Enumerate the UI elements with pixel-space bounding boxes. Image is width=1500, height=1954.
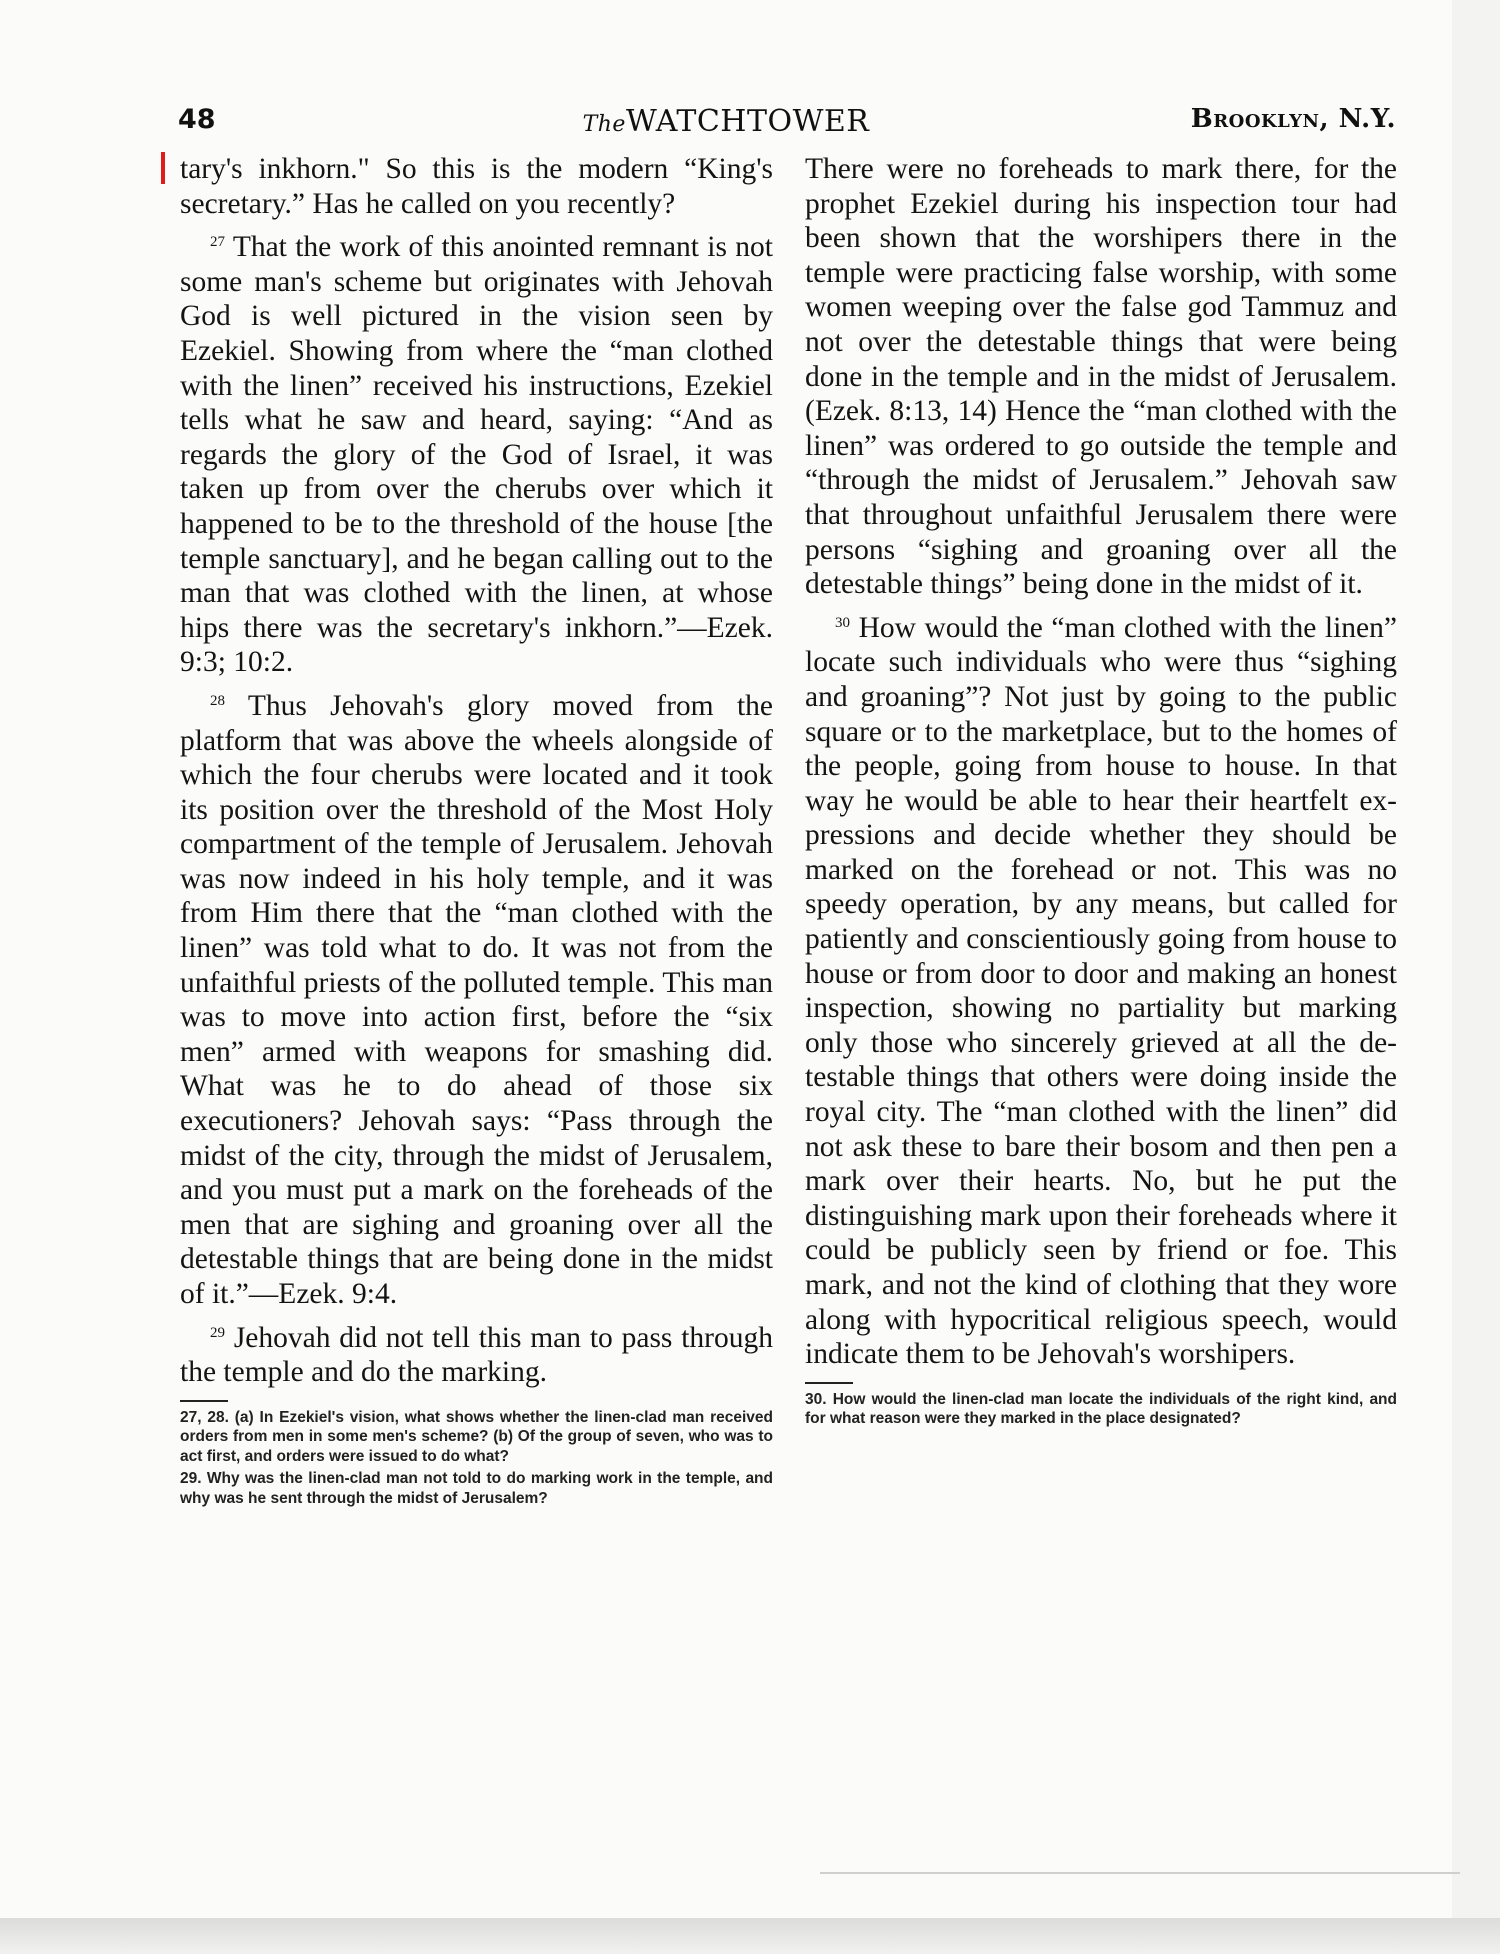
study-question: 30. How would the linen-clad man locate the individuals of the right kind, and for what reason were they marked in the place designated?	[805, 1390, 1397, 1428]
paragraph-continued: There were no foreheads to mark there, for the prophet Ezekiel during his inspection tour had been shown that the worshipers there in the temple were practicing false worship, with some women weeping over the false god Tammuz and not over the detestable things that were being done in the temple and in the midst of Jerusalem. (Ezek. 8:13, 14) Hence the “man clothed with the linen” was ordered to go outside the temple and “through the midst of Jerusalem.” Jehovah saw that throughout unfaithful Jerusalem there were persons “sighing and groaning over all the detestable things” being done in the midst of it.	[805, 153, 1397, 601]
study-question: 29. Why was the linen-clad man not told to do marking work in the temple, and why was he sent through the midst of Jerusalem?	[180, 1470, 773, 1507]
page-number: 48	[178, 104, 216, 135]
paragraph-29	[180, 1316, 773, 1390]
footnote-divider	[805, 1382, 853, 1384]
scan-shadow-line	[820, 1872, 1460, 1874]
left-column	[180, 152, 773, 1511]
scan-edge-bottom	[0, 1918, 1500, 1954]
paragraph-number: 27	[210, 234, 225, 251]
paragraph-27	[180, 225, 773, 680]
paragraph-continued: tary's inkhorn." So this is the modern “King's secretary.” Has he called on you recently?	[180, 153, 773, 220]
paragraph-text: Jehovah did not tell this man to pass through the temple and do the marking.	[180, 1321, 773, 1389]
masthead-the: The	[582, 112, 626, 137]
paragraph-text: How would the “man clothed with the linen” locate such individuals who were thus “sighing and groaning”? Not just by going to the public square or to the marketplace, but to the homes of the people, going from house to house. In that way he would be able to hear their heartfelt expressions and decide whether they should be marked on the forehead or not. This was no speedy operation, by any means, but called for patiently and conscientiously going from house to house or from door to door and making an honest inspection, showing no partiality but marking only those who sincerely grieved at all the detestable things that others were doing inside the royal city. The “man clothed with the linen” did not ask these to bare their bosom and then pen a mark over their hearts. No, but he put the distinguishing mark upon their foreheads where it could be publicly seen by friend or foe. This mark, and not the kind of clothing that they wore along with hypocritical religious speech, would indicate them to be Jehovah's worshipers.	[805, 611, 1397, 1371]
paragraph-text: Thus Jehovah's glory moved from the platform that was above the wheels alongside of which the four cherubs were located and it took its position over the threshold of the Most Holy compartment of the temple of Jerusalem. Jehovah was now indeed in his holy temple, and it was from Him there that the “man clothed with the linen” was told what to do. It was not from the unfaithful priests of the polluted temple. This man was to move into action first, before the “six men” armed with weapons for smashing did. What was he to do ahead of those six executioners? Jehovah says: “Pass through the midst of the city, through the midst of Jerusalem, and you must put a mark on the foreheads of the men that are sighing and groaning over all the detestable things that are being done in the midst of it.”—Ezek. 9:4.	[180, 689, 774, 1310]
right-column	[805, 152, 1397, 1432]
paragraph-text: That the work of this anointed remnant is not some man's scheme but originates with Jehovah God is well pictured in the vision seen by Ezekiel. Showing from where the “man clothed with the linen” received his instructions, Ezekiel tells what he saw and heard, saying: “And as regards the glory of the God of Israel, it was taken up from over the cherubs over which it happened to be to the threshold of the house [the temple sanctuary], and he began calling out to the man that was clothed with the linen, at whose hips there was the secretary's inkhorn.”—Ezek. 9:3; 10:2.	[180, 231, 774, 679]
study-question: 27, 28. (a) In Ezekiel's vision, what shows whether the linen-clad man received orders from men in some men's scheme? (b) Of the group of seven, who was to act first, and orders were issued to do what?	[180, 1408, 773, 1465]
paragraph-28	[180, 684, 773, 1312]
scan-edge-right	[1452, 0, 1500, 1954]
paragraph-number: 29	[210, 1324, 225, 1341]
masthead-title: WATCHTOWER	[625, 104, 870, 139]
location-label: Brooklyn, N.Y.	[1190, 104, 1396, 134]
paragraph-30	[805, 606, 1397, 1372]
paragraph-number: 28	[210, 692, 225, 709]
footnote-divider	[180, 1400, 228, 1402]
margin-change-bar	[161, 152, 165, 184]
paragraph-number: 30	[835, 614, 850, 631]
